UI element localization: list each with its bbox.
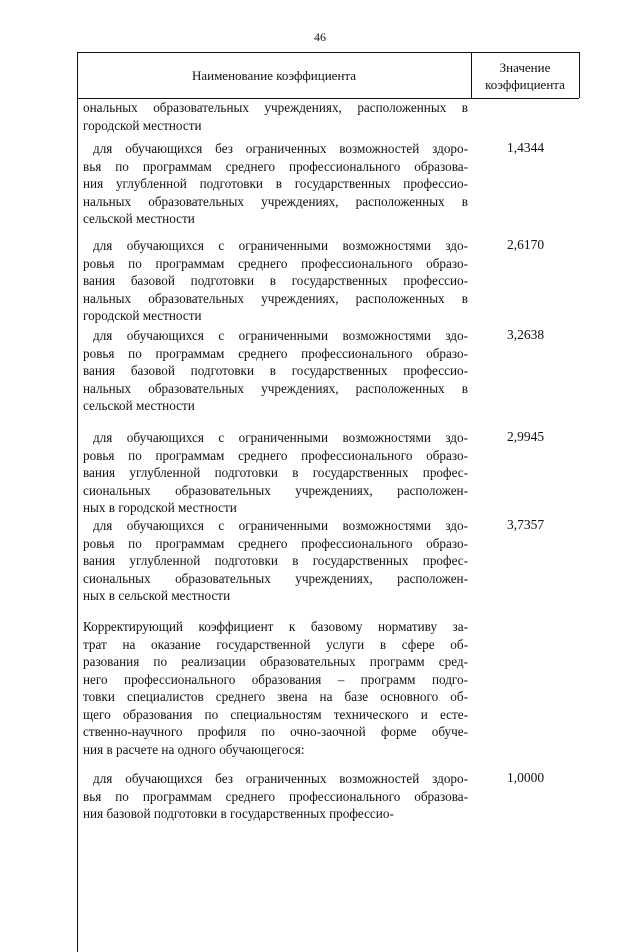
coefficient-value: 1,0000 <box>506 770 545 785</box>
header-coefficient-name: Наименование коэффициента <box>191 68 357 83</box>
description-line: разования по реализации образовательных программ сред- <box>83 654 468 669</box>
description-line: ровья по программам среднего профессионального образо- <box>83 255 468 271</box>
description-line: него профессионального образования – программ подго- <box>83 671 468 687</box>
description-line: вания углубленной подготовки в государственных профес- <box>83 465 468 480</box>
description-line: нальных образовательных учреждениях, расположенных в <box>83 193 468 209</box>
coefficient-description <box>83 140 468 228</box>
description-line: вания базовой подготовки в государственных профессио- <box>83 273 468 288</box>
coefficient-description <box>83 237 468 325</box>
description-line: ных в сельской местности <box>83 588 231 603</box>
description-line: трат на оказание государственной услуги в сфере об- <box>83 636 468 652</box>
description-line: ния в расчете на одного обучающегося: <box>83 741 305 757</box>
description-line: сиональных образовательных учреждениях, расположен- <box>83 482 468 498</box>
header-coefficient-value <box>471 59 579 93</box>
description-line: ональных образовательных учреждениях, расположенных в <box>83 100 468 115</box>
description-line: сельской местности <box>83 398 195 413</box>
description-line: сиональных образовательных учреждениях, расположен- <box>83 570 468 586</box>
header-value-line1: Значение <box>499 60 551 75</box>
coefficient-value: 2,9945 <box>506 429 545 444</box>
description-line: для обучающихся с ограниченными возможностями здо- <box>93 238 468 253</box>
description-line: городской местности <box>83 308 202 323</box>
description-line: ния базовой подготовки в государственных профессио- <box>83 806 394 821</box>
description-line: ния углубленной подготовки в государственных профессио- <box>83 176 468 191</box>
description-line: Корректирующий коэффициент к базовому нормативу за- <box>83 619 468 634</box>
coefficient-description <box>83 99 468 134</box>
description-line: для обучающихся без ограниченных возможностей здоро- <box>93 141 468 156</box>
table-top-border <box>77 52 579 53</box>
description-line: ровья по программам среднего профессионального образо- <box>83 345 468 361</box>
description-line: вания углубленной подготовки в государственных профес- <box>83 553 468 568</box>
description-line: для обучающихся с ограниченными возможностями здо- <box>93 430 468 445</box>
table-right-border <box>579 52 580 98</box>
page-number: 46 <box>314 30 326 44</box>
coefficient-value: 1,4344 <box>506 140 545 155</box>
coefficient-description <box>83 327 468 415</box>
description-line: ных в городской местности <box>83 500 237 515</box>
description-line: для обучающихся с ограниченными возможностями здо- <box>93 328 468 343</box>
description-line: вания базовой подготовки в государственных профессио- <box>83 363 468 378</box>
description-line: вья по программам среднего профессионального образова- <box>83 788 468 804</box>
coefficient-value: 3,2638 <box>506 327 545 342</box>
coefficient-description <box>83 770 468 823</box>
description-line: сельской местности <box>83 211 195 226</box>
description-line: нальных образовательных учреждениях, расположенных в <box>83 290 468 306</box>
description-line: ровья по программам среднего профессионального образо- <box>83 535 468 551</box>
description-line: ровья по программам среднего профессионального образо- <box>83 447 468 463</box>
table-left-border <box>77 52 78 952</box>
description-line: щего образования по специальностям технического и есте- <box>83 706 468 722</box>
description-line: городской местности <box>83 117 202 133</box>
coefficient-description <box>83 429 468 517</box>
coefficient-value: 3,7357 <box>506 517 545 532</box>
coefficient-description <box>83 618 468 758</box>
header-value-line2: коэффициента <box>485 77 565 92</box>
description-line: нальных образовательных учреждениях, расположенных в <box>83 380 468 396</box>
coefficient-value: 2,6170 <box>506 237 545 252</box>
coefficient-description <box>83 517 468 605</box>
description-line: для обучающихся с ограниченными возможностями здо- <box>93 518 468 533</box>
description-line: для обучающихся без ограниченных возможностей здоро- <box>93 771 468 786</box>
description-line: товки специалистов среднего звена на базе основного об- <box>83 689 468 704</box>
description-line: ственно-научного профиля по очно-заочной форме обуче- <box>83 724 468 739</box>
description-line: вья по программам среднего профессионального образова- <box>83 158 468 174</box>
